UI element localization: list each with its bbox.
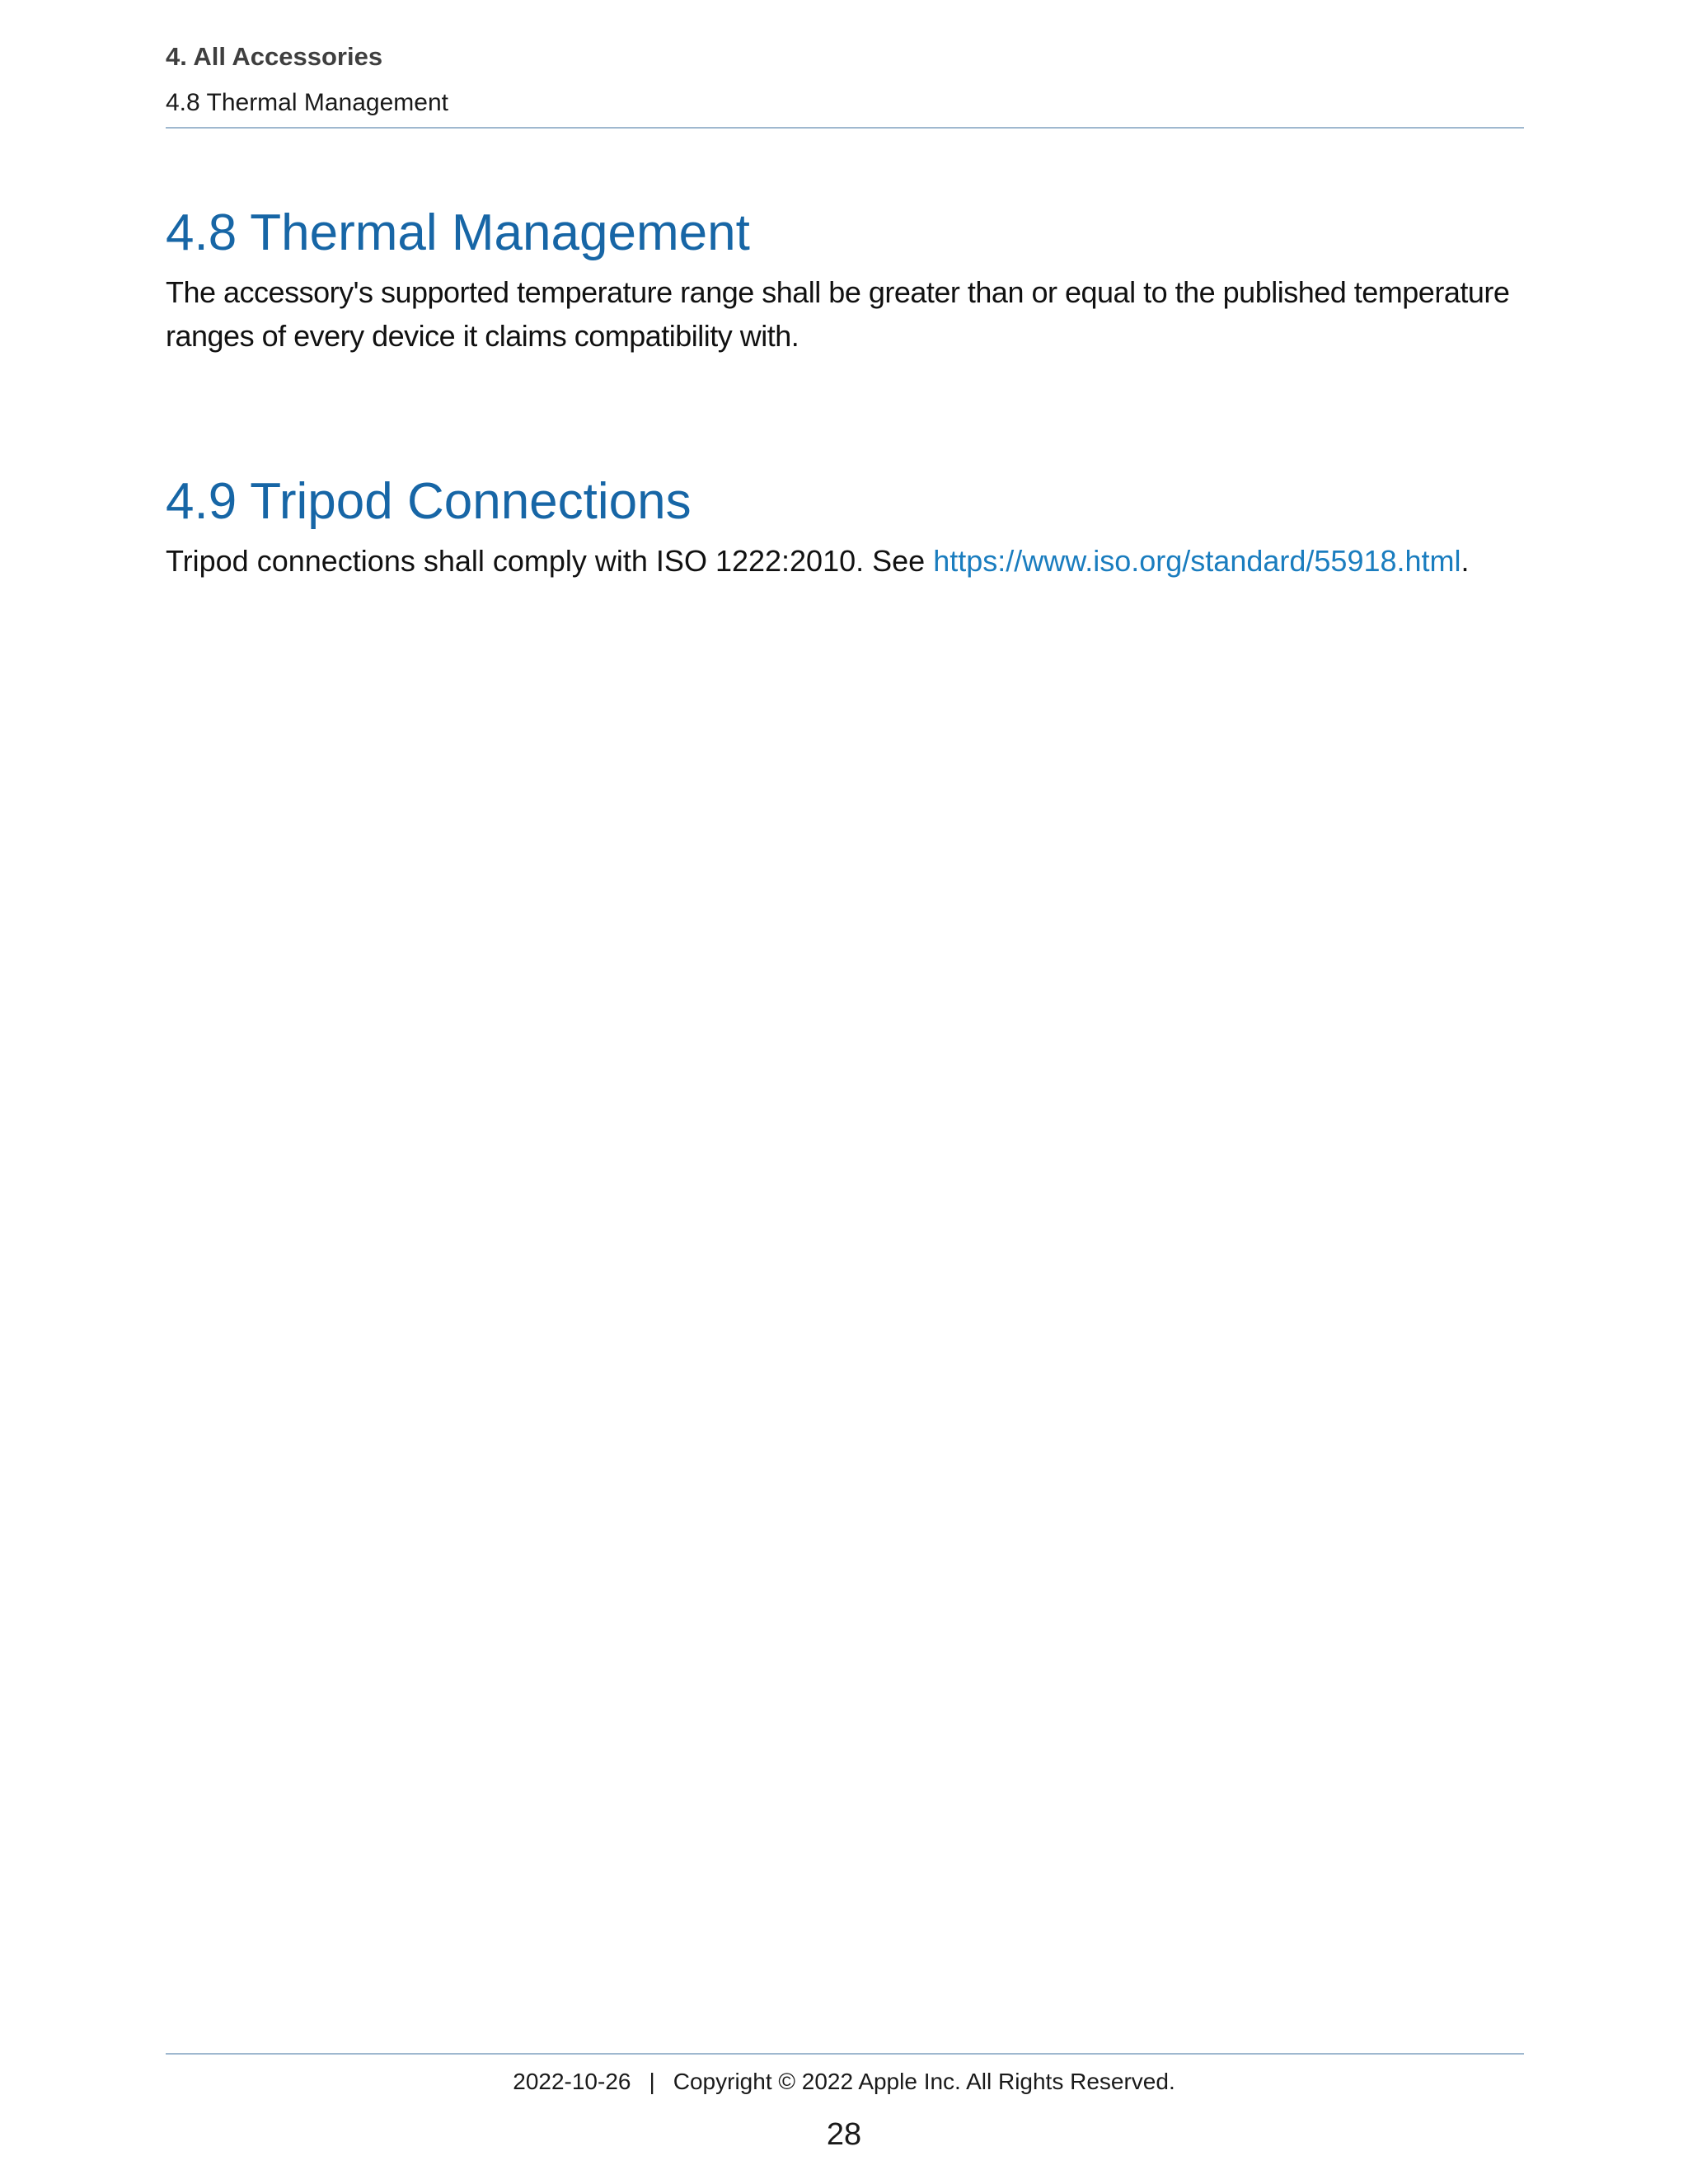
running-header-section: 4.8 Thermal Management	[166, 89, 448, 116]
footer-separator: |	[649, 2069, 655, 2094]
footer-date: 2022-10-26	[513, 2069, 631, 2094]
footer-divider	[166, 2053, 1524, 2055]
section-heading: 4.9 Tripod Connections	[166, 473, 692, 530]
page-number: 28	[826, 2117, 862, 2152]
section-tripod-connections	[166, 470, 1524, 583]
running-header	[166, 40, 1524, 129]
section-thermal-management	[166, 201, 1524, 358]
footer	[0, 2065, 1688, 2098]
section-body	[166, 539, 1524, 583]
section-body-suffix: .	[1461, 544, 1470, 578]
section-body-text: Tripod connections shall comply with ISO 1222:2010. See	[166, 544, 934, 578]
iso-standard-link[interactable]: https://www.iso.org/standard/55918.html	[933, 544, 1461, 578]
footer-copyright: Copyright © 2022 Apple Inc. All Rights Reserved.	[673, 2069, 1175, 2094]
section-heading: 4.8 Thermal Management	[166, 204, 750, 261]
running-header-chapter: 4. All Accessories	[166, 42, 383, 71]
section-body: The accessory's supported temperature range shall be greater than or equal to the published temperature ranges of every device it claims compatibility with.	[166, 275, 1510, 353]
